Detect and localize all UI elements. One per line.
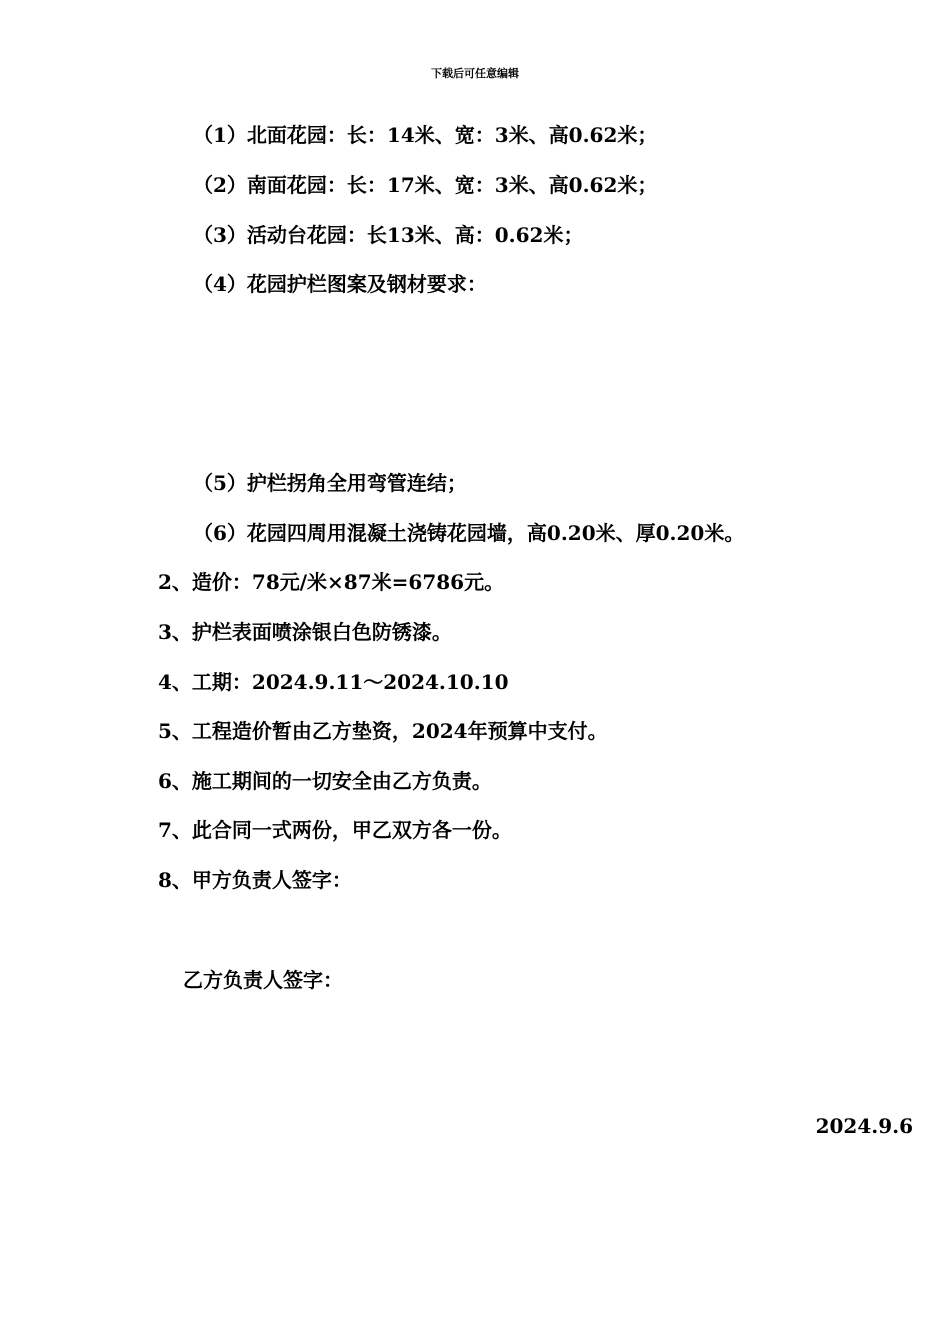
page-header: 下载后可任意编辑 bbox=[431, 67, 519, 80]
item-4: 4、工期：2024.9.11～2024.10.10 bbox=[158, 670, 509, 694]
item-5: 5、工程造价暂由乙方垫资，2024年预算中支付。 bbox=[158, 719, 608, 743]
item-1-5: （5）护栏拐角全用弯管连结； bbox=[193, 471, 467, 495]
item-1-2: （2）南面花园：长：17米、宽：3米、高0.62米； bbox=[193, 173, 658, 197]
item-1-6: （6）花园四周用混凝土浇铸花园墙，高0.20米、厚0.20米。 bbox=[193, 521, 745, 545]
item-8: 8、甲方负责人签字： bbox=[158, 868, 352, 892]
item-1-3: （3）活动台花园：长13米、高：0.62米； bbox=[193, 223, 584, 247]
party-b-signature: 乙方负责人签字： bbox=[183, 968, 343, 992]
item-7: 7、此合同一式两份，甲乙双方各一份。 bbox=[158, 818, 512, 842]
document-date: 2024.9.6 bbox=[815, 1114, 913, 1138]
item-3: 3、护栏表面喷涂银白色防锈漆。 bbox=[158, 620, 452, 644]
item-1-1: （1）北面花园：长：14米、宽：3米、高0.62米； bbox=[193, 123, 658, 147]
item-6: 6、施工期间的一切安全由乙方负责。 bbox=[158, 769, 492, 793]
item-2: 2、造价：78元/米×87米=6786元。 bbox=[158, 570, 505, 594]
item-1-4: （4）花园护栏图案及钢材要求： bbox=[193, 272, 487, 296]
